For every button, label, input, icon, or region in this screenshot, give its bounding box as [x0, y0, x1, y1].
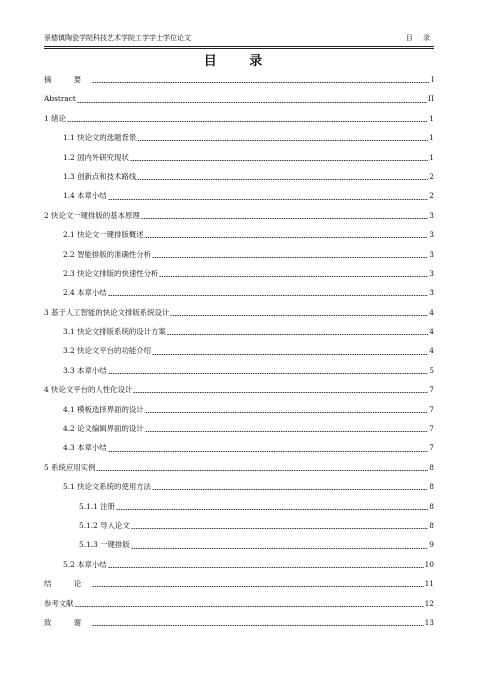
toc-entry[interactable]	[44, 555, 434, 574]
toc-entry-page-number: 13	[424, 617, 434, 627]
toc-entry-title: 1.1 快论文的选题背景	[63, 133, 137, 143]
toc-entry-page-number: I	[431, 75, 434, 84]
toc-entry[interactable]	[44, 380, 434, 399]
toc-entry-title: 2.3 快论文排版的快速性分析	[63, 268, 159, 278]
toc-entry[interactable]	[44, 245, 434, 264]
toc-entry[interactable]	[44, 148, 434, 167]
toc-entry-title: 4 快论文平台的人性化设计	[44, 385, 133, 395]
dot-leader	[167, 334, 429, 335]
toc-entry-page-number: 7	[429, 404, 434, 414]
dot-leader	[141, 218, 429, 219]
toc-entry[interactable]	[44, 167, 434, 186]
toc-entry-title: Abstract	[44, 94, 76, 104]
toc-entry-page-number: 2	[429, 171, 434, 181]
toc-entry-page-number: 1	[429, 113, 434, 123]
dot-leader	[108, 567, 424, 568]
toc-entry-page-number: 5	[429, 365, 434, 375]
dot-leader	[137, 140, 428, 141]
dot-leader	[92, 82, 430, 83]
dot-leader	[92, 586, 423, 587]
toc-entry-title: 2.4 本章小结	[63, 288, 107, 298]
toc-entry-page-number: 12	[424, 598, 434, 608]
toc-entry[interactable]	[44, 109, 434, 128]
dot-leader	[131, 528, 429, 529]
dot-leader	[108, 199, 429, 200]
toc-entry-title: 3.3 本章小结	[63, 365, 107, 375]
dot-leader	[145, 431, 429, 432]
toc-entry[interactable]	[44, 477, 434, 496]
dot-leader	[92, 625, 423, 626]
dot-leader	[145, 412, 429, 413]
toc-entry[interactable]	[44, 186, 434, 205]
toc-entry-title: 5 系统应用实例	[44, 462, 96, 472]
toc-entry-page-number: 10	[424, 559, 434, 569]
dot-leader	[133, 392, 428, 393]
toc-entry-page-number: 3	[429, 230, 434, 240]
toc-entry-page-number: 9	[429, 540, 434, 550]
dot-leader	[159, 276, 428, 277]
toc-entry-page-number: 1	[429, 133, 434, 143]
toc-entry-title: 致 谢	[44, 617, 92, 627]
toc-entry-title: 1.2 国内外研究现状	[63, 152, 129, 162]
toc-entry-title: 结 论	[44, 579, 92, 589]
toc-entry-title: 5.1 快论文系统的使用方法	[63, 482, 152, 492]
header-section-label: 目 录	[405, 34, 434, 42]
toc-entry-title: 1.3 创新点和技术路线	[63, 171, 137, 181]
toc-entry[interactable]	[44, 419, 434, 438]
dot-leader	[108, 451, 429, 452]
toc-entry-title: 2.2 智能排版的准确性分析	[63, 249, 152, 259]
dot-leader	[108, 295, 429, 296]
dot-leader	[137, 179, 428, 180]
toc-entry-title: 3.2 快论文平台的功能介绍	[63, 346, 152, 356]
toc-entry[interactable]	[44, 361, 434, 380]
toc-entry-page-number: 3	[429, 268, 434, 278]
toc-entry-page-number: 7	[429, 443, 434, 453]
dot-leader	[170, 315, 428, 316]
toc-entry-page-number: 8	[429, 520, 434, 530]
dot-leader	[152, 257, 428, 258]
toc-entry-title: 5.1.3 一键排版	[79, 540, 130, 550]
toc-entry-page-number: 8	[429, 482, 434, 492]
toc-entry-title: 5.2 本章小结	[63, 559, 107, 569]
toc-entry[interactable]	[44, 341, 434, 360]
dot-leader	[152, 489, 428, 490]
toc-entry[interactable]	[44, 283, 434, 302]
toc-entry-title: 1 绪论	[44, 113, 66, 123]
toc-entry[interactable]	[44, 594, 434, 613]
toc-entry-page-number: 3	[429, 288, 434, 298]
toc-entry[interactable]	[44, 613, 434, 632]
toc-entry-page-number: 3	[429, 210, 434, 220]
toc-entry[interactable]	[44, 225, 434, 244]
toc-entry-title: 3.1 快论文排版系统的设计方案	[63, 327, 166, 337]
toc-entry-title: 摘 要	[44, 75, 92, 84]
toc-entry-title: 2.1 快论文一键排版概述	[63, 230, 144, 240]
toc-entry-title: 1.4 本章小结	[63, 191, 107, 201]
toc-entry[interactable]	[44, 206, 434, 225]
toc-entry-page-number: 1	[429, 152, 434, 162]
dot-leader	[152, 354, 428, 355]
dot-leader	[67, 121, 428, 122]
toc-entry-page-number: 4	[429, 346, 434, 356]
dot-leader	[77, 102, 427, 103]
toc-entry[interactable]	[44, 128, 434, 147]
toc-entry-page-number: 8	[429, 501, 434, 511]
toc-entry-page-number: 7	[429, 385, 434, 395]
toc-entry-page-number: 4	[429, 307, 434, 317]
toc-entry-title: 4.2 论文编辑界面的设计	[63, 424, 144, 434]
toc-entry[interactable]	[44, 574, 434, 593]
dot-leader	[131, 548, 429, 549]
dot-leader	[116, 509, 428, 510]
toc-entry-title: 4.1 模板选择界面的设计	[63, 404, 144, 414]
toc-entry[interactable]	[44, 303, 434, 322]
dot-leader	[75, 606, 424, 607]
dot-leader	[108, 373, 429, 374]
toc-entry-title: 2 快论文一键排版的基本原理	[44, 210, 140, 220]
toc-entry[interactable]	[44, 438, 434, 457]
toc-entry[interactable]	[44, 264, 434, 283]
toc-entry-page-number: 7	[429, 424, 434, 434]
toc-entry-title: 5.1.1 注册	[79, 501, 115, 511]
toc-entry[interactable]	[44, 400, 434, 419]
toc-entry[interactable]	[44, 497, 434, 516]
toc-entry-title: 3 基于人工智能的快论文排版系统设计	[44, 307, 170, 317]
toc-entry[interactable]	[44, 458, 434, 477]
toc-entry[interactable]	[44, 535, 434, 554]
toc-entry-title: 参考文献	[44, 598, 74, 608]
toc-entry[interactable]	[44, 322, 434, 341]
toc-entry-page-number: 3	[429, 249, 434, 259]
toc-entry-title: 4.3 本章小结	[63, 443, 107, 453]
toc-entry-page-number: II	[428, 94, 434, 104]
toc-entry[interactable]	[44, 516, 434, 535]
toc-entry[interactable]	[44, 89, 434, 108]
toc-entry[interactable]	[44, 70, 434, 89]
header-thesis-title: 景德镇陶瓷学院科技艺术学院工学学士学位论文	[44, 34, 191, 42]
page-header	[44, 33, 434, 47]
toc-entry-title: 5.1.2 导入论文	[79, 520, 130, 530]
toc-heading: 目 录	[203, 54, 277, 69]
toc-entry-page-number: 11	[424, 579, 434, 589]
toc-entry-page-number: 8	[429, 462, 434, 472]
table-of-contents	[44, 70, 434, 632]
dot-leader	[145, 237, 429, 238]
toc-entry-page-number: 4	[429, 327, 434, 337]
toc-entry-page-number: 2	[429, 191, 434, 201]
dot-leader	[130, 160, 428, 161]
dot-leader	[96, 470, 428, 471]
